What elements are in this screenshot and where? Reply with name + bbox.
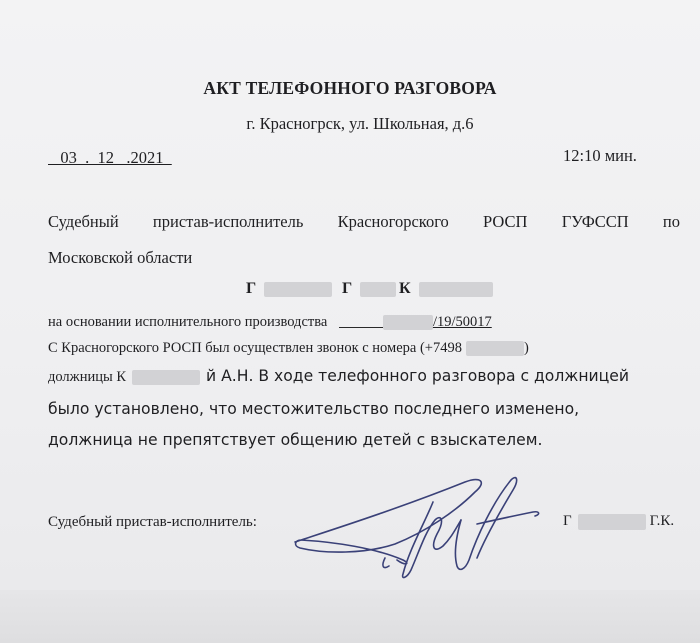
redacted-case-number bbox=[383, 315, 433, 330]
officer-word-4: РОСП bbox=[483, 212, 528, 231]
signer-name bbox=[563, 513, 674, 530]
debtor-prefix: должницы К bbox=[48, 369, 127, 385]
officer-word-2: пристав-исполнитель bbox=[152, 212, 304, 231]
initial-k: К bbox=[399, 280, 411, 297]
officer-word-5: ГУФССП bbox=[561, 212, 629, 231]
debtor-line bbox=[48, 367, 629, 386]
call-line bbox=[48, 340, 529, 357]
officer-word-1: Судебный bbox=[48, 212, 119, 231]
officer-word-6: по bbox=[662, 212, 680, 231]
officer-line-2: Московской области bbox=[48, 248, 193, 267]
finding-line-1: было установлено, что местожительство последнего изменено, bbox=[48, 400, 580, 418]
call-close: ) bbox=[523, 340, 529, 356]
basis-line bbox=[48, 314, 492, 331]
document-date: 03 . 12 .2021 bbox=[48, 148, 172, 167]
handwritten-signature bbox=[285, 462, 555, 587]
redacted-surname bbox=[264, 282, 332, 297]
signer-suffix: Г.К. bbox=[649, 513, 675, 529]
initial-g1: Г bbox=[246, 280, 257, 297]
finding-line-2: должница не препятствует общению детей с взыскателем. bbox=[48, 431, 543, 449]
officer-initial-second bbox=[342, 280, 396, 298]
case-number-blank bbox=[339, 327, 383, 328]
document-time: 12:10 мин. bbox=[563, 146, 637, 165]
basis-text: на основании исполнительного производства bbox=[48, 314, 328, 330]
case-number-suffix: /19/50017 bbox=[432, 314, 492, 330]
signer-initial: Г bbox=[563, 513, 572, 529]
redacted-patronymic bbox=[419, 282, 493, 297]
initial-g2: Г bbox=[342, 280, 353, 297]
officer-initial-third bbox=[399, 280, 493, 298]
document-title: АКТ ТЕЛЕФОННОГО РАЗГОВОРА bbox=[203, 78, 497, 98]
officer-initial-first bbox=[246, 280, 332, 298]
call-text: С Красногорского РОСП был осуществлен звонок с номера (+7498 bbox=[48, 340, 462, 356]
document-address: г. Красногрск, ул. Школьная, д.6 bbox=[246, 114, 474, 133]
redacted-debtor-name bbox=[132, 370, 200, 385]
paper-fold-shadow bbox=[0, 590, 700, 643]
redacted-signer-surname bbox=[578, 514, 646, 530]
debtor-suffix: й А.Н. В ходе телефонного разговора с должницей bbox=[206, 367, 630, 385]
officer-word-3: Красногорского bbox=[337, 212, 449, 231]
officer-line-1 bbox=[48, 212, 680, 232]
redacted-phone bbox=[466, 341, 524, 356]
redacted-name bbox=[360, 282, 396, 297]
signature-label: Судебный пристав-исполнитель: bbox=[48, 514, 257, 530]
